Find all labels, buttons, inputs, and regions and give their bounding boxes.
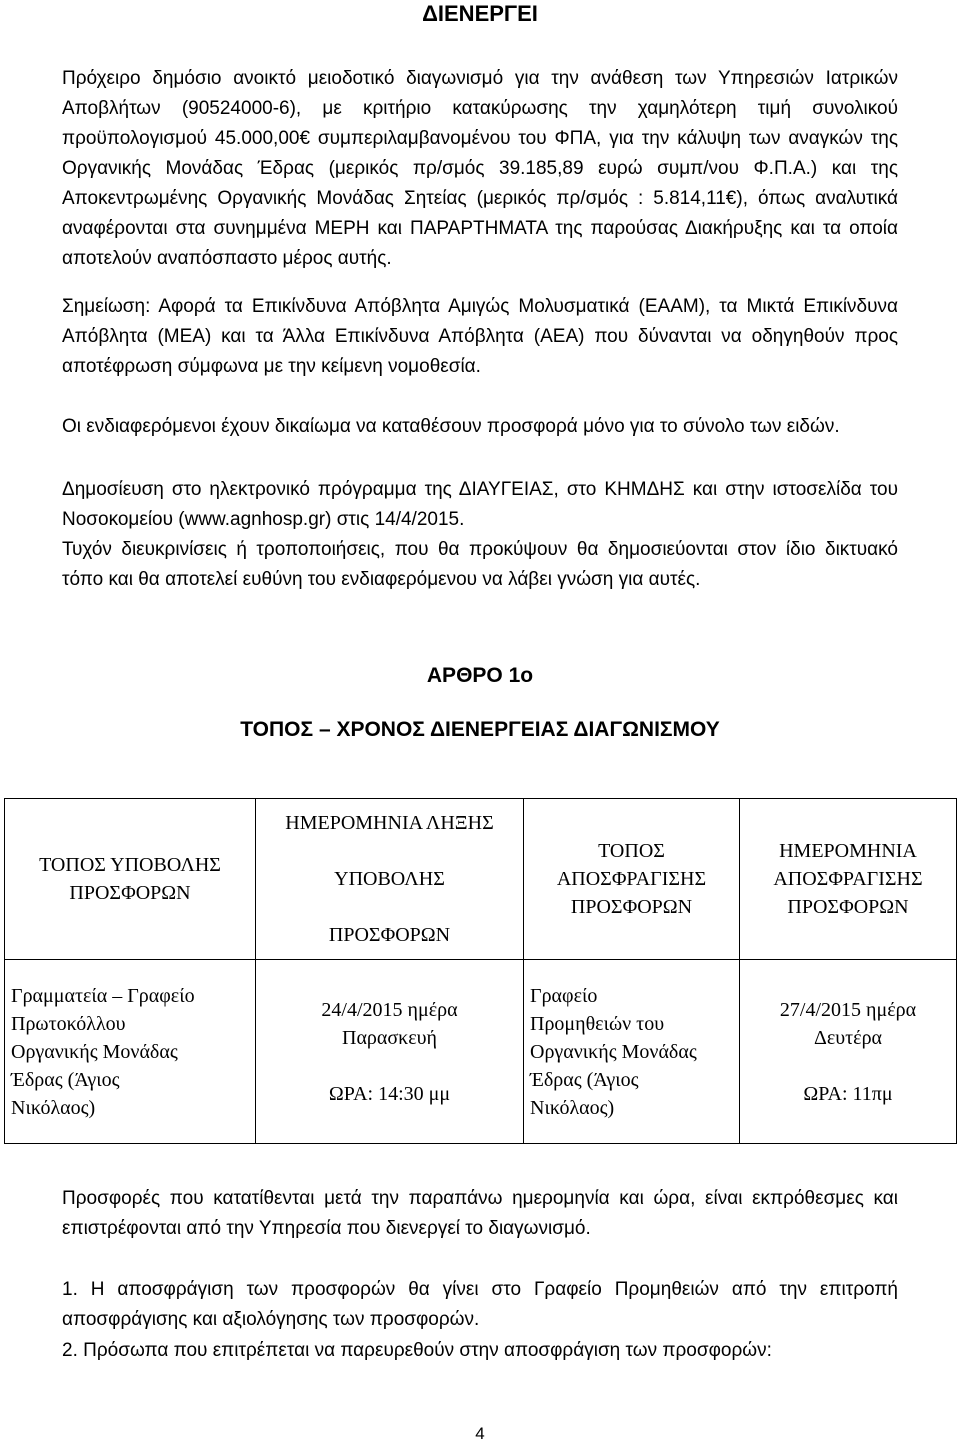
clarifications-paragraph — [62, 535, 898, 595]
cell-line: Πρωτοκόλλου — [11, 1012, 126, 1035]
paragraph-text: Προσφορές που κατατίθενται μετά την παραπάνω ημερομηνία και ώρα, είναι εκπρόθεσμες και επιστρέφονται από την Υπηρεσία που διενεργεί το διαγωνισμό. — [62, 1188, 898, 1239]
paragraph-text: Οι ενδιαφερόμενοι έχουν δικαίωμα να καταθέσουν προσφορά μόνο για το σύνολο των ειδών. — [62, 416, 840, 437]
cell-line: Οργανικής Μονάδας — [11, 1040, 178, 1063]
intro-paragraph-1 — [62, 64, 898, 274]
header-line: ΑΠΟΣΦΡΑΓΙΣΗΣ — [773, 868, 923, 891]
cell-line: Έδρας (Άγιος — [11, 1068, 120, 1091]
schedule-table — [4, 798, 957, 1144]
paragraph-text: Δημοσίευση στο ηλεκτρονικό πρόγραμμα της ΔΙΑΥΓΕΙΑΣ, στο ΚΗΜΔΗΣ και στην ιστοσελίδα του Νοσοκομείου (www.agnhosp.gr) στις 14/4/2015. — [62, 479, 898, 530]
header-line: ΤΟΠΟΣ ΥΠΟΒΟΛΗΣ — [39, 854, 221, 877]
table-header-row — [5, 799, 957, 960]
cell-opening-date — [740, 960, 957, 1144]
header-line: ΥΠΟΒΟΛΗΣ — [334, 868, 445, 891]
header-line: ΗΜΕΡΟΜΗΝΙΑ — [779, 840, 917, 863]
header-line: ΠΡΟΣΦΟΡΩΝ — [787, 896, 909, 919]
cell-line: Νικόλαος) — [530, 1096, 615, 1119]
cell-line: Έδρας (Άγιος — [530, 1068, 639, 1091]
article-subtitle: ΤΟΠΟΣ – ΧΡΟΝΟΣ ΔΙΕΝΕΡΓΕΙΑΣ ΔΙΑΓΩΝΙΣΜΟΥ — [240, 718, 720, 741]
page-number: 4 — [475, 1424, 485, 1443]
cell-line: ΩΡΑ: 11πμ — [803, 1082, 893, 1105]
paragraph-text: Σημείωση: Αφορά τα Επικίνδυνα Απόβλητα Αμιγώς Μολυσματικά (ΕΑΑΜ), τα Μικτά Επικίνδυνα Απόβλητα (ΜΕΑ) και τα Άλλα Επικίνδυνα Απόβλητα (ΑΕΑ) που δύνανται να οδηγηθούν προς αποτέφρωση σύμφωνα με την κείμενη νομοθεσία. — [62, 296, 898, 377]
paragraph-text: 1. Η αποσφράγιση των προσφορών θα γίνει στο Γραφείο Προμηθειών από την επιτροπή αποσφράγισης και αξιολόγησης των προσφορών. — [62, 1279, 898, 1330]
numbered-item-2 — [62, 1336, 898, 1366]
header-line: ΑΠΟΣΦΡΑΓΙΣΗΣ — [556, 868, 707, 891]
cell-submission-place — [5, 960, 256, 1144]
paragraph-text: Τυχόν διευκρινίσεις ή τροποποιήσεις, που θα προκύψουν θα δημοσιεύονται στον ίδιο δικτυακό τόπο και θα αποτελεί ευθύνη του ενδιαφερόμενου να λάβει γνώση για αυτές. — [62, 539, 898, 590]
cell-line: 24/4/2015 ημέρα — [321, 998, 458, 1021]
cell-line: Παρασκευή — [342, 1026, 437, 1049]
cell-line: Προμηθειών του — [530, 1012, 665, 1035]
header-cell-submission-deadline — [256, 799, 524, 960]
article-title: ΑΡΘΡΟ 1ο — [426, 664, 534, 687]
cell-line: 27/4/2015 ημέρα — [779, 998, 917, 1021]
cell-line: ΩΡΑ: 14:30 μμ — [328, 1082, 451, 1105]
header-line: ΗΜΕΡΟΜΗΝΙΑ ΛΗΞΗΣ — [285, 812, 494, 835]
header-cell-opening-place — [524, 799, 740, 960]
publication-paragraph — [62, 475, 898, 535]
cell-line: Οργανικής Μονάδας — [530, 1040, 697, 1063]
header-line: ΠΡΟΣΦΟΡΩΝ — [69, 882, 191, 905]
cell-line: Γραμματεία – Γραφείο — [11, 984, 195, 1007]
header-line: ΠΡΟΣΦΟΡΩΝ — [328, 924, 451, 947]
paragraph-text: 2. Πρόσωπα που επιτρέπεται να παρευρεθούν στην αποσφράγιση των προσφορών: — [62, 1340, 772, 1361]
late-offers-paragraph — [62, 1184, 898, 1244]
cell-line: Νικόλαος) — [11, 1096, 96, 1119]
header-cell-opening-date — [740, 799, 957, 960]
header-cell-submission-place — [5, 799, 256, 960]
intro-paragraph-3 — [62, 412, 898, 442]
table-row — [5, 960, 957, 1144]
numbered-item-1 — [62, 1275, 898, 1335]
cell-line: Γραφείο — [530, 984, 598, 1007]
cell-line: Δευτέρα — [813, 1026, 883, 1049]
cell-opening-place — [524, 960, 740, 1144]
header-line: ΤΟΠΟΣ — [598, 840, 665, 863]
cell-submission-deadline — [256, 960, 524, 1144]
header-line: ΠΡΟΣΦΟΡΩΝ — [570, 896, 693, 919]
note-paragraph — [62, 292, 898, 382]
section-heading: ΔΙΕΝΕΡΓΕΙ — [422, 1, 538, 26]
paragraph-text: Πρόχειρο δημόσιο ανοικτό μειοδοτικό διαγωνισμό για την ανάθεση των Υπηρεσιών Ιατρικών Αποβλήτων (90524000-6), με κριτήριο κατακύρωσης την χαμηλότερη τιμή συνολικού προϋπολογισμού 45.000,00€ συμπεριλαμβανομένου του ΦΠΑ, για την κάλυψη των αναγκών της Οργανικής Μονάδας Έδρας (μερικός πρ/σμός 39.185,89 ευρώ συμπ/νου Φ.Π.Α.) και της Αποκεντρωμένης Οργανικής Μονάδας Σητείας (μερικός πρ/σμός : 5.814,11€), όπως αναλυτικά αναφέρονται στα συνημμένα ΜΕΡΗ και ΠΑΡΑΡΤΗΜΑΤΑ της παρούσας Διακήρυξης και τα οποία αποτελούν αναπόσπαστο μέρος αυτής. — [62, 68, 898, 269]
